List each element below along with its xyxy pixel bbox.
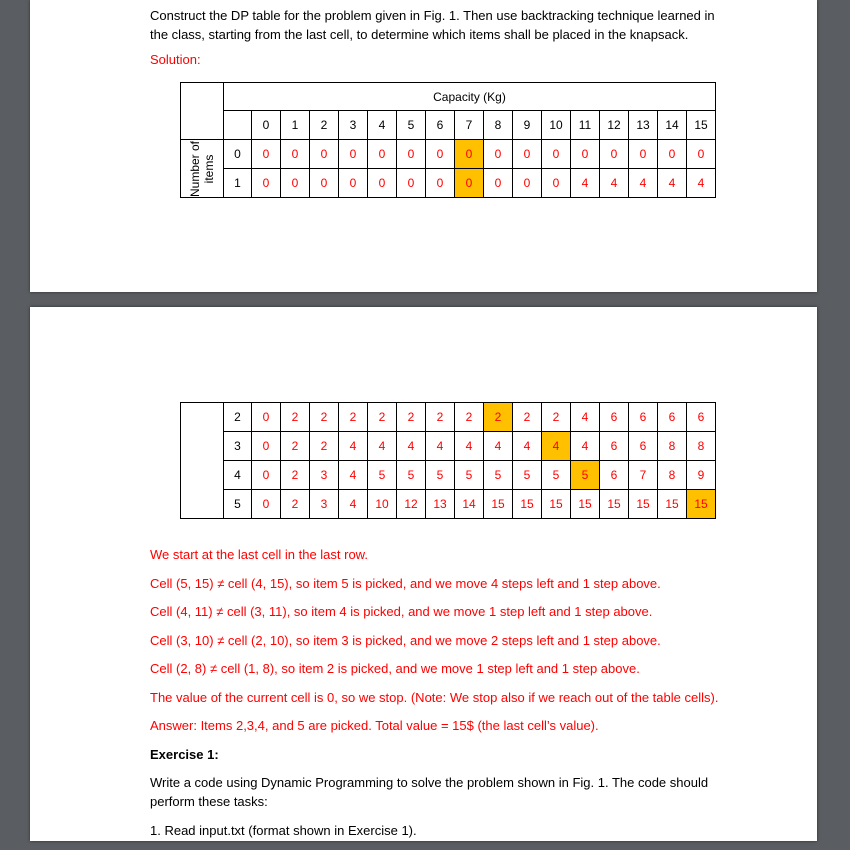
row-label-cell: 3	[224, 432, 252, 461]
table-row-1	[181, 169, 716, 198]
table-cell: 2	[281, 403, 310, 432]
table-cell: 0	[687, 140, 716, 169]
dp-table-bottom	[180, 402, 716, 519]
table-cell: 4	[397, 432, 426, 461]
table-cell: 0	[600, 140, 629, 169]
table-cell: 0	[339, 140, 368, 169]
table-cell: 4	[484, 432, 513, 461]
table-cell: 4	[629, 169, 658, 198]
table-cell: 0	[397, 169, 426, 198]
capacity-header-cell: 3	[339, 111, 368, 140]
table-cell: 4	[542, 432, 571, 461]
table-cell: 3	[310, 461, 339, 490]
table-cell: 2	[455, 403, 484, 432]
table-cell: 2	[426, 403, 455, 432]
table-cell: 8	[658, 432, 687, 461]
capacity-header-cell: 12	[600, 111, 629, 140]
table-cell: 8	[687, 432, 716, 461]
capacity-header-cell: 6	[426, 111, 455, 140]
capacity-header-row	[181, 111, 716, 140]
capacity-title: Capacity (Kg)	[224, 83, 716, 111]
table-cell: 0	[252, 432, 281, 461]
table-cell: 7	[629, 461, 658, 490]
table-cell: 5	[571, 461, 600, 490]
answer-line: Answer: Items 2,3,4, and 5 are picked. Total value = 15$ (the last cell’s value).	[150, 718, 599, 733]
header-blank-cell	[224, 111, 252, 140]
capacity-header-cell: 7	[455, 111, 484, 140]
table-row-4	[181, 461, 716, 490]
explanation-line-5: Cell (2, 8) ≠ cell (1, 8), so item 2 is picked, and we move 1 step left and 1 step above.	[150, 661, 640, 676]
table-cell: 2	[281, 490, 310, 519]
capacity-header-cell: 4	[368, 111, 397, 140]
capacity-header-cell: 0	[252, 111, 281, 140]
table-cell: 5	[397, 461, 426, 490]
exercise-text: Write a code using Dynamic Programming to solve the problem shown in Fig. 1. The code should perform these tasks:	[150, 775, 709, 809]
table-cell: 0	[629, 140, 658, 169]
table-cell: 15	[513, 490, 542, 519]
explanation-line-3: Cell (4, 11) ≠ cell (3, 11), so item 4 is picked, and we move 1 step left and 1 step above.	[150, 604, 653, 619]
table-cell: 0	[658, 140, 687, 169]
dp-table-top	[180, 82, 716, 198]
capacity-header-cell: 10	[542, 111, 571, 140]
table-cell: 0	[339, 169, 368, 198]
table-cell: 4	[513, 432, 542, 461]
table-cell: 5	[484, 461, 513, 490]
table-cell: 2	[339, 403, 368, 432]
explanation-line-1: We start at the last cell in the last row.	[150, 547, 368, 562]
table-cell: 9	[687, 461, 716, 490]
table-cell: 15	[484, 490, 513, 519]
table-cell: 15	[687, 490, 716, 519]
row-label-cell: 1	[224, 169, 252, 198]
table-cell: 0	[281, 140, 310, 169]
table-cell: 6	[629, 403, 658, 432]
table-cell: 0	[484, 140, 513, 169]
table-cell: 4	[426, 432, 455, 461]
intro-paragraph: Construct the DP table for the problem given in Fig. 1. Then use backtracking technique learned in the class, starting from the last cell, to determine which items shall be placed in the knapsack.	[150, 8, 715, 42]
table-corner-cell	[181, 83, 224, 140]
table-cell: 6	[600, 403, 629, 432]
row-label-cell: 0	[224, 140, 252, 169]
exercise-item-1: 1. Read input.txt (format shown in Exercise 1).	[150, 823, 417, 838]
table-cell: 0	[426, 140, 455, 169]
table-cell: 4	[687, 169, 716, 198]
table-cell: 4	[455, 432, 484, 461]
table-cell: 6	[600, 432, 629, 461]
capacity-header-cell: 8	[484, 111, 513, 140]
table-cell: 14	[455, 490, 484, 519]
table-cell: 4	[339, 490, 368, 519]
capacity-header-cell: 14	[658, 111, 687, 140]
table-cell: 0	[368, 140, 397, 169]
y-axis-label	[181, 140, 224, 198]
row-label-cell: 4	[224, 461, 252, 490]
table-cell: 6	[629, 432, 658, 461]
page1-content	[150, 6, 730, 67]
table-cell: 3	[310, 490, 339, 519]
table-cell: 0	[455, 169, 484, 198]
table-cell: 2	[397, 403, 426, 432]
capacity-header-cell: 15	[687, 111, 716, 140]
table-cell: 0	[252, 169, 281, 198]
table-row-5	[181, 490, 716, 519]
table-cell: 2	[484, 403, 513, 432]
table-cell: 4	[339, 432, 368, 461]
table-cell: 0	[542, 140, 571, 169]
table-cell: 0	[513, 140, 542, 169]
table-row-0	[181, 140, 716, 169]
table-cell: 6	[687, 403, 716, 432]
table-cell: 4	[571, 403, 600, 432]
table-cell: 0	[310, 140, 339, 169]
explanation-line-6: The value of the current cell is 0, so we stop. (Note: We stop also if we reach out of the table cells).	[150, 689, 719, 705]
table-cell: 4	[339, 461, 368, 490]
table-cell: 0	[455, 140, 484, 169]
table-cell: 15	[571, 490, 600, 519]
capacity-header-cell: 5	[397, 111, 426, 140]
table-cell: 0	[542, 169, 571, 198]
y-axis-label-line2: items	[202, 154, 216, 183]
table-cell: 0	[281, 169, 310, 198]
table-cell: 6	[658, 403, 687, 432]
capacity-header-cell: 11	[571, 111, 600, 140]
table-cell: 4	[600, 169, 629, 198]
table-cell: 13	[426, 490, 455, 519]
explanation-line-2: Cell (5, 15) ≠ cell (4, 15), so item 5 is picked, and we move 4 steps left and 1 step above.	[150, 575, 661, 591]
row-label-cell: 5	[224, 490, 252, 519]
row-label-cell: 2	[224, 403, 252, 432]
table-cell: 0	[571, 140, 600, 169]
table-cell: 5	[513, 461, 542, 490]
document-page-1	[30, 0, 817, 292]
table-cell: 0	[368, 169, 397, 198]
table-cell: 0	[484, 169, 513, 198]
table-cell: 2	[281, 432, 310, 461]
table-cell: 8	[658, 461, 687, 490]
table-cell: 0	[252, 461, 281, 490]
table-cell: 5	[455, 461, 484, 490]
table-cell: 4	[658, 169, 687, 198]
table-cell: 0	[252, 140, 281, 169]
table-left-blank	[181, 403, 224, 519]
table-cell: 0	[252, 490, 281, 519]
capacity-header-cell: 13	[629, 111, 658, 140]
table-cell: 6	[600, 461, 629, 490]
table-cell: 5	[542, 461, 571, 490]
table-cell: 15	[658, 490, 687, 519]
table-cell: 0	[397, 140, 426, 169]
document-page-2	[30, 307, 817, 841]
table-cell: 4	[571, 169, 600, 198]
table-cell: 2	[542, 403, 571, 432]
table-cell: 10	[368, 490, 397, 519]
table-cell: 15	[629, 490, 658, 519]
table-cell: 5	[368, 461, 397, 490]
exercise-title: Exercise 1:	[150, 746, 219, 762]
capacity-header-cell: 1	[281, 111, 310, 140]
table-cell: 2	[513, 403, 542, 432]
explanation-line-4: Cell (3, 10) ≠ cell (2, 10), so item 3 is picked, and we move 2 steps left and 1 step above.	[150, 632, 661, 648]
table-cell: 5	[426, 461, 455, 490]
table-cell: 4	[368, 432, 397, 461]
table-cell: 0	[310, 169, 339, 198]
table-cell: 15	[600, 490, 629, 519]
capacity-header-cell: 2	[310, 111, 339, 140]
y-axis-label-line1: Number of	[188, 140, 202, 197]
solution-label: Solution:	[150, 52, 201, 67]
table-row-2	[181, 403, 716, 432]
capacity-header-cell: 9	[513, 111, 542, 140]
backtracking-explanation	[150, 545, 750, 850]
table-cell: 2	[310, 432, 339, 461]
table-cell: 2	[368, 403, 397, 432]
table-cell: 0	[513, 169, 542, 198]
table-row-3	[181, 432, 716, 461]
table-cell: 4	[571, 432, 600, 461]
table-cell: 0	[426, 169, 455, 198]
table-cell: 12	[397, 490, 426, 519]
table-cell: 2	[310, 403, 339, 432]
table-cell: 0	[252, 403, 281, 432]
table-cell: 15	[542, 490, 571, 519]
table-cell: 2	[281, 461, 310, 490]
